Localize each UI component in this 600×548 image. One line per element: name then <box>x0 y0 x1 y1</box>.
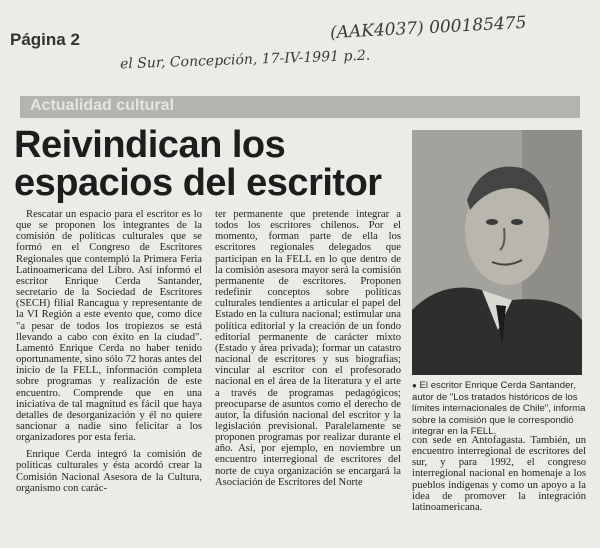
article-column-3 <box>412 435 586 547</box>
author-photo <box>412 130 582 375</box>
paragraph: ter permanente que pretende integrar a todos los escritores chilenos. Por el momento, forman parte de ella los escritores regionales delegados que participan en la FELL en lo que dentro de la comisión asesora mayor será la comisión permanente de escritores. Proponen redefinir conceptos sobre políticas culturales tendientes a articular el papel del Estado en la cultura nacional; estimular una política editorial y la creación de un fondo editorial permanente de carácter mixto (Estado y área privada); formar un catastro nacional de escritores y sus biografías; vincular al escritor con el profesorado nacional en el área de la literatura y el arte a través de programas pedagógicos; preocuparse de asuntos como el derecho de autor, la difusión nacional del escritor y la legislación previsional. Paralelamente se proponen programas por realizar durante el año. Así, por ejemplo, en noviembre un encuentro interregional de escritores del norte de cuya organización se encargará la Asociación de Escritores del Norte <box>215 209 401 488</box>
section-bar <box>20 96 580 118</box>
headline-line-2: espacios del escritor <box>14 162 382 204</box>
photo-caption <box>412 380 586 438</box>
archive-reference-note: (AAK4037) 000185475 <box>329 12 527 44</box>
caption-bullet: ● <box>412 381 417 390</box>
paragraph: con sede en Antofagasta. También, un encuentro interregional de escritores del sur, y para 1992, el congreso interregional nacional en homenaje a los pueblos indígenas y como un apoyo a la idea de promover la integración latinoamericana. <box>412 435 586 513</box>
caption-text: El escritor Enrique Cerda Santander, autor de "Los tratados históricos de los límites internacionales de Chile", informa sobre la comisión que le correspondió integrar en la FELL. <box>412 380 586 437</box>
headline-line-1: Reivindican los <box>14 124 286 166</box>
portrait-image <box>412 130 582 375</box>
section-label: Actualidad cultural <box>30 97 175 114</box>
page-label: Página 2 <box>10 30 80 49</box>
source-note: el Sur, Concepción, 17-IV-1991 p.2. <box>119 47 371 73</box>
paragraph: Enrique Cerda integró la comisión de políticas culturales y ésta acordó crear la Comisión Nacional Asesora de la Cultura, organismo con carác- <box>16 449 202 494</box>
headline <box>14 126 414 202</box>
article-column-1 <box>16 209 202 547</box>
article-column-2 <box>215 209 401 547</box>
paragraph: Rescatar un espacio para el escritor es lo que se proponen los integrantes de la comisión de políticas culturales que se formó en el Congreso de Escritores Regionales que contempló la Primera Feria Latinoamericana del Libro. Así informó el escritor Enrique Cerda Santander, secretario de la Sociedad de Escritores (SECH) filial Rancagua y representante de la VI Región a este evento que, como dice "a pesar de todos los tropiezos se está llevando a cabo con éxito en la ciudad". Lamentó Enrique Cerda no haber tenido oportunamente, sino sólo 72 horas antes del inicio de la FELL, información completa sobre programas y realización de este encuentro. Comprende que en una iniciativa de tal magnitud es fácil que haya detalles de desorganización y él no quiere sancionar a nadie sino felicitar a los organizadores por esta feria. <box>16 209 202 444</box>
